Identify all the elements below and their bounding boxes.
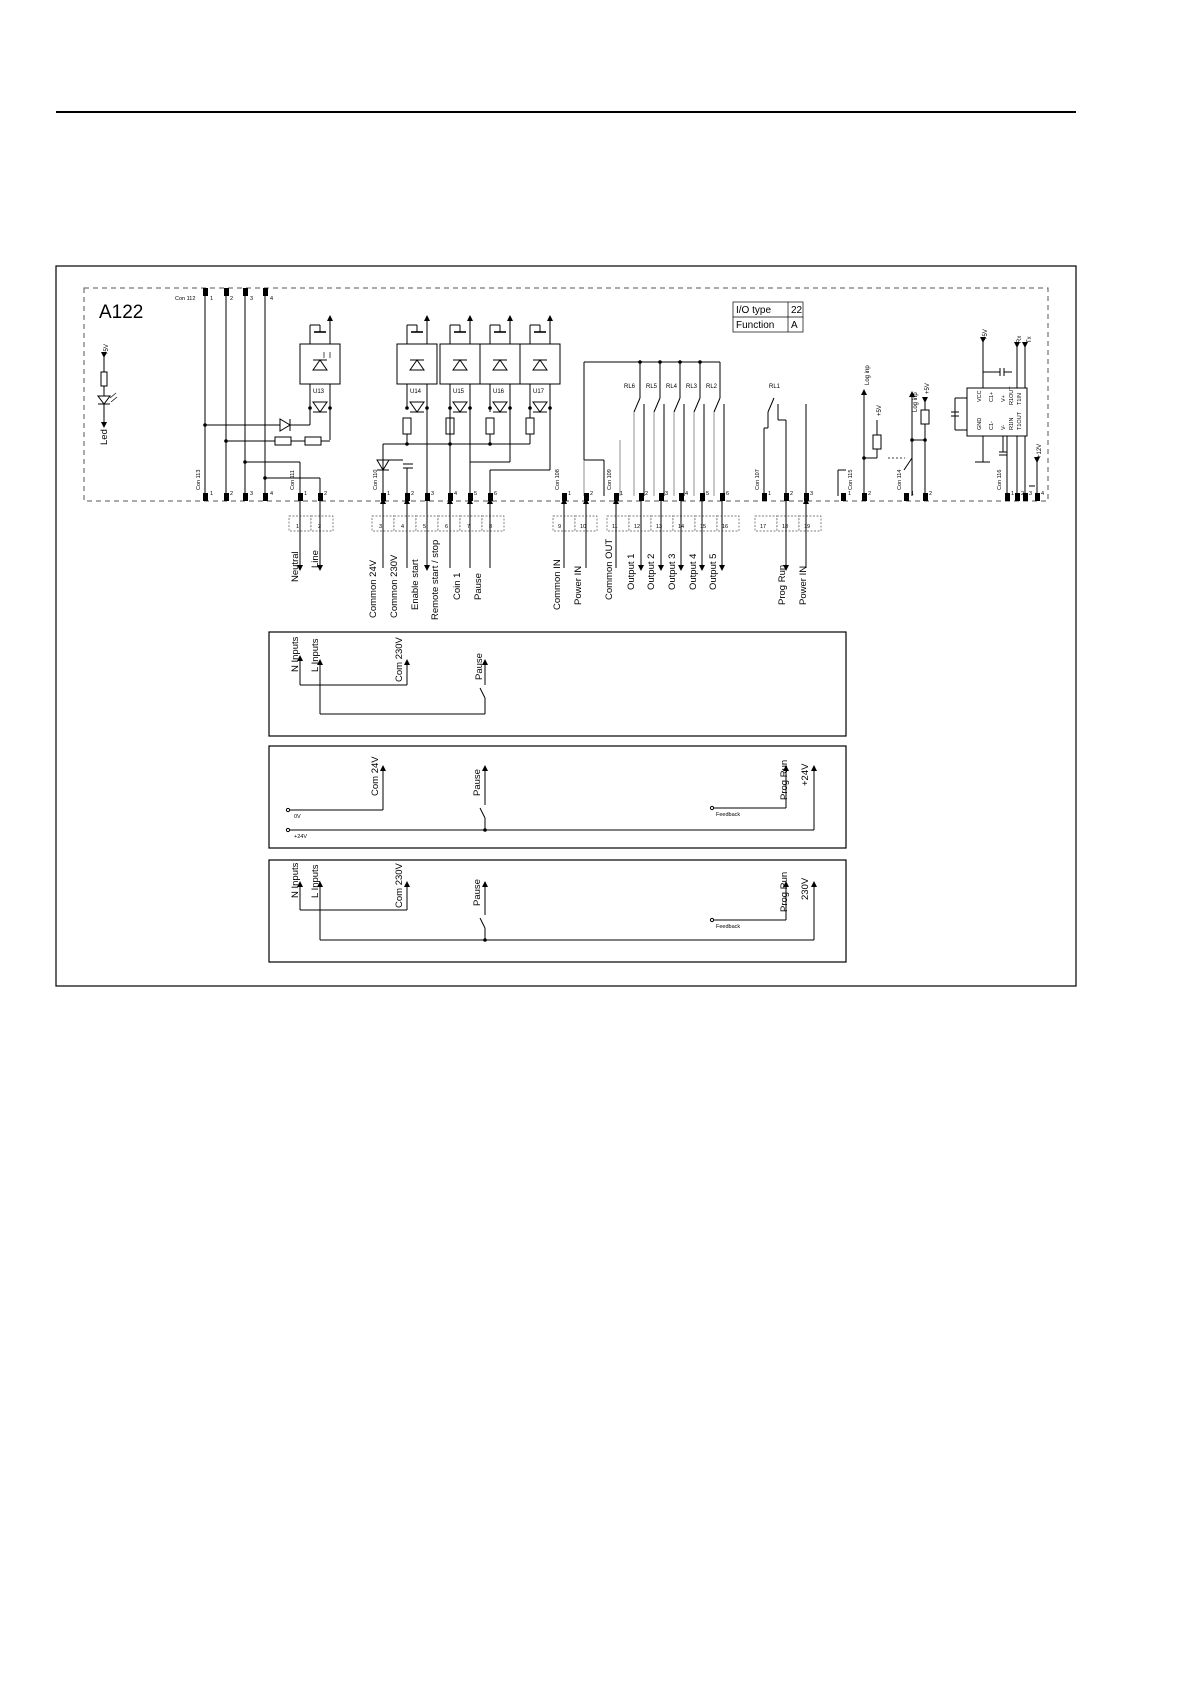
svg-text:17: 17 xyxy=(760,524,767,530)
svg-text:Com 230V: Com 230V xyxy=(394,637,405,682)
svg-text:Con 112: Con 112 xyxy=(175,296,196,302)
svg-text:Output 4: Output 4 xyxy=(688,553,699,590)
con110-pins xyxy=(373,470,497,501)
logic-inputs xyxy=(838,365,932,501)
svg-text:1: 1 xyxy=(848,491,852,497)
svg-text:Pause: Pause xyxy=(473,573,484,600)
optocoupler-u14 xyxy=(397,318,437,496)
svg-text:5: 5 xyxy=(423,524,427,530)
svg-text:VCC: VCC xyxy=(977,390,983,402)
svg-text:8: 8 xyxy=(489,524,493,530)
svg-text:U15: U15 xyxy=(453,389,465,395)
svg-text:Prog Run: Prog Run xyxy=(779,759,790,800)
svg-text:Com 230V: Com 230V xyxy=(394,863,405,908)
svg-text:14: 14 xyxy=(678,524,685,530)
svg-text:1: 1 xyxy=(210,296,214,302)
svg-text:Con 115: Con 115 xyxy=(848,469,854,490)
svg-text:1: 1 xyxy=(768,491,772,497)
svg-text:3: 3 xyxy=(665,491,669,497)
svg-text:Remote start / stop: Remote start / stop xyxy=(430,539,441,620)
svg-text:T1OUT: T1OUT xyxy=(1017,411,1023,430)
svg-text:U17: U17 xyxy=(533,389,545,395)
svg-text:R1IN: R1IN xyxy=(1009,417,1015,430)
rx-label: Rx xyxy=(1017,335,1023,343)
io-type-label: I/O type xyxy=(736,305,772,316)
status-led xyxy=(98,344,117,445)
svg-text:RL2: RL2 xyxy=(706,384,718,390)
svg-text:1: 1 xyxy=(387,491,391,497)
svg-text:3: 3 xyxy=(1029,491,1033,497)
svg-text:U14: U14 xyxy=(410,389,422,395)
svg-text:3: 3 xyxy=(250,296,254,302)
svg-text:RL4: RL4 xyxy=(666,384,678,390)
svg-text:Feedback: Feedback xyxy=(716,812,741,818)
svg-text:Common 230V: Common 230V xyxy=(389,554,400,618)
svg-text:U13: U13 xyxy=(313,389,325,395)
svg-text:1: 1 xyxy=(210,491,214,497)
svg-text:0V: 0V xyxy=(294,814,301,820)
svg-text:230V: 230V xyxy=(800,877,811,900)
function-value: A xyxy=(791,320,798,331)
svg-text:1: 1 xyxy=(304,491,308,497)
log-inp-label-1: Log inp xyxy=(865,365,871,385)
svg-text:Prog Run: Prog Run xyxy=(779,871,790,912)
svg-text:4: 4 xyxy=(270,296,274,302)
svg-text:Con 107: Con 107 xyxy=(755,469,761,490)
svg-text:12: 12 xyxy=(634,524,641,530)
terminal-wires xyxy=(300,501,806,568)
svg-text:Con 108: Con 108 xyxy=(555,469,561,490)
board-outline xyxy=(84,288,1048,501)
svg-text:19: 19 xyxy=(804,524,811,530)
svg-text:1: 1 xyxy=(1011,491,1015,497)
svg-text:RL3: RL3 xyxy=(686,384,698,390)
led-label: Led xyxy=(99,429,110,445)
svg-text:2: 2 xyxy=(645,491,649,497)
svg-text:RL1: RL1 xyxy=(769,384,781,390)
svg-text:2: 2 xyxy=(868,491,872,497)
svg-text:T1IN: T1IN xyxy=(1017,393,1023,405)
svg-text:3: 3 xyxy=(431,491,435,497)
svg-text:V+: V+ xyxy=(1001,395,1007,402)
svg-text:4: 4 xyxy=(454,491,458,497)
svg-text:N Inputs: N Inputs xyxy=(290,636,301,672)
svg-text:1: 1 xyxy=(568,491,572,497)
svg-text:2: 2 xyxy=(411,491,415,497)
svg-text:+5V: +5V xyxy=(983,329,989,340)
svg-text:Power IN: Power IN xyxy=(573,565,584,605)
svg-text:3: 3 xyxy=(379,524,383,530)
svg-text:Pause: Pause xyxy=(472,769,483,796)
svg-text:6: 6 xyxy=(494,491,498,497)
board-title: A122 xyxy=(99,302,144,323)
log-inp-label-2: Log inp xyxy=(913,392,919,412)
svg-text:Con 116: Con 116 xyxy=(997,469,1003,490)
svg-text:16: 16 xyxy=(722,524,729,530)
svg-text:+24V: +24V xyxy=(294,834,307,840)
svg-text:Common IN: Common IN xyxy=(552,559,563,610)
con108-con109-pins xyxy=(555,469,729,501)
example-panel-3 xyxy=(269,860,846,962)
svg-text:5: 5 xyxy=(706,491,710,497)
svg-text:Pause: Pause xyxy=(472,879,483,906)
svg-text:GND: GND xyxy=(977,417,983,430)
svg-text:5: 5 xyxy=(474,491,478,497)
svg-text:7: 7 xyxy=(467,524,471,530)
svg-text:Output 1: Output 1 xyxy=(626,553,637,590)
example-panel-2 xyxy=(269,746,846,848)
svg-text:6: 6 xyxy=(445,524,449,530)
svg-text:Output 5: Output 5 xyxy=(708,553,719,590)
svg-text:+5V: +5V xyxy=(877,405,883,416)
optocoupler-u17 xyxy=(520,318,560,434)
rs232-interface xyxy=(951,329,1044,501)
svg-text:4: 4 xyxy=(685,491,689,497)
svg-text:4: 4 xyxy=(1041,491,1045,497)
io-type-value: 22 xyxy=(791,305,803,316)
function-label: Function xyxy=(736,320,775,331)
svg-text:Output 3: Output 3 xyxy=(667,553,678,590)
svg-text:1: 1 xyxy=(296,524,300,530)
con112-con113-buses xyxy=(175,288,273,501)
svg-text:10: 10 xyxy=(580,524,587,530)
svg-text:3: 3 xyxy=(250,491,254,497)
svg-text:1: 1 xyxy=(620,491,624,497)
io-type-table xyxy=(733,302,803,332)
tx-label: Tx xyxy=(1027,336,1033,343)
svg-text:11: 11 xyxy=(612,524,618,530)
relay-rl1 xyxy=(755,384,813,501)
svg-text:Feedback: Feedback xyxy=(716,924,741,930)
svg-text:2: 2 xyxy=(1021,491,1025,497)
svg-text:2: 2 xyxy=(318,524,322,530)
svg-text:1: 1 xyxy=(911,491,915,497)
svg-text:+5V: +5V xyxy=(925,383,931,394)
svg-text:4: 4 xyxy=(270,491,274,497)
svg-text:18: 18 xyxy=(782,524,789,530)
svg-text:R1OUT: R1OUT xyxy=(1009,386,1015,405)
svg-text:13: 13 xyxy=(656,524,663,530)
example-panel-1 xyxy=(269,632,846,736)
terminal-labels xyxy=(290,539,809,620)
svg-text:2: 2 xyxy=(230,296,234,302)
optocoupler-u15 xyxy=(440,318,480,496)
svg-text:Con 111: Con 111 xyxy=(290,470,296,490)
svg-text:9: 9 xyxy=(558,524,562,530)
svg-text:Con 110: Con 110 xyxy=(373,469,379,490)
svg-text:Common OUT: Common OUT xyxy=(604,538,615,600)
svg-text:L Inputs: L Inputs xyxy=(310,864,321,898)
svg-text:Prog Run: Prog Run xyxy=(777,564,788,605)
svg-text:U16: U16 xyxy=(493,389,505,395)
svg-text:Neutral: Neutral xyxy=(290,551,301,582)
optocoupler-u13 xyxy=(203,318,340,496)
optocoupler-u16 xyxy=(480,318,520,434)
svg-text:Con 114: Con 114 xyxy=(897,469,903,490)
svg-text:Line: Line xyxy=(310,550,321,568)
svg-text:Coin 1: Coin 1 xyxy=(452,572,463,600)
relay-outputs xyxy=(584,360,724,496)
svg-text:Con 109: Con 109 xyxy=(607,469,613,490)
svg-text:N Inputs: N Inputs xyxy=(290,862,301,898)
svg-text:2: 2 xyxy=(790,491,794,497)
svg-text:Con 113: Con 113 xyxy=(196,469,202,490)
svg-text:RL6: RL6 xyxy=(624,384,636,390)
svg-text:2: 2 xyxy=(929,491,933,497)
svg-text:+24V: +24V xyxy=(800,763,811,786)
svg-text:Enable start: Enable start xyxy=(410,559,421,610)
plus12v-label: +12V xyxy=(1037,443,1043,458)
svg-text:3: 3 xyxy=(810,491,814,497)
svg-text:Power IN: Power IN xyxy=(798,565,809,605)
svg-text:C1-: C1- xyxy=(989,421,995,430)
led-plus5v-label: +5V xyxy=(104,344,110,355)
svg-text:C1+: C1+ xyxy=(989,391,995,402)
svg-text:6: 6 xyxy=(726,491,730,497)
svg-text:15: 15 xyxy=(700,524,707,530)
svg-text:Common 24V: Common 24V xyxy=(368,559,379,618)
svg-text:Output 2: Output 2 xyxy=(646,553,657,590)
svg-text:Pause: Pause xyxy=(474,653,485,680)
svg-text:2: 2 xyxy=(324,491,328,497)
con111-pins xyxy=(290,470,327,501)
svg-text:2: 2 xyxy=(590,491,594,497)
terminal-strip xyxy=(289,516,821,531)
svg-text:4: 4 xyxy=(401,524,405,530)
svg-text:V-: V- xyxy=(1001,424,1007,430)
svg-text:RL5: RL5 xyxy=(646,384,658,390)
diagram-frame xyxy=(56,266,1076,986)
svg-text:2: 2 xyxy=(230,491,234,497)
svg-text:Com 24V: Com 24V xyxy=(370,756,381,796)
svg-text:L Inputs: L Inputs xyxy=(310,638,321,672)
